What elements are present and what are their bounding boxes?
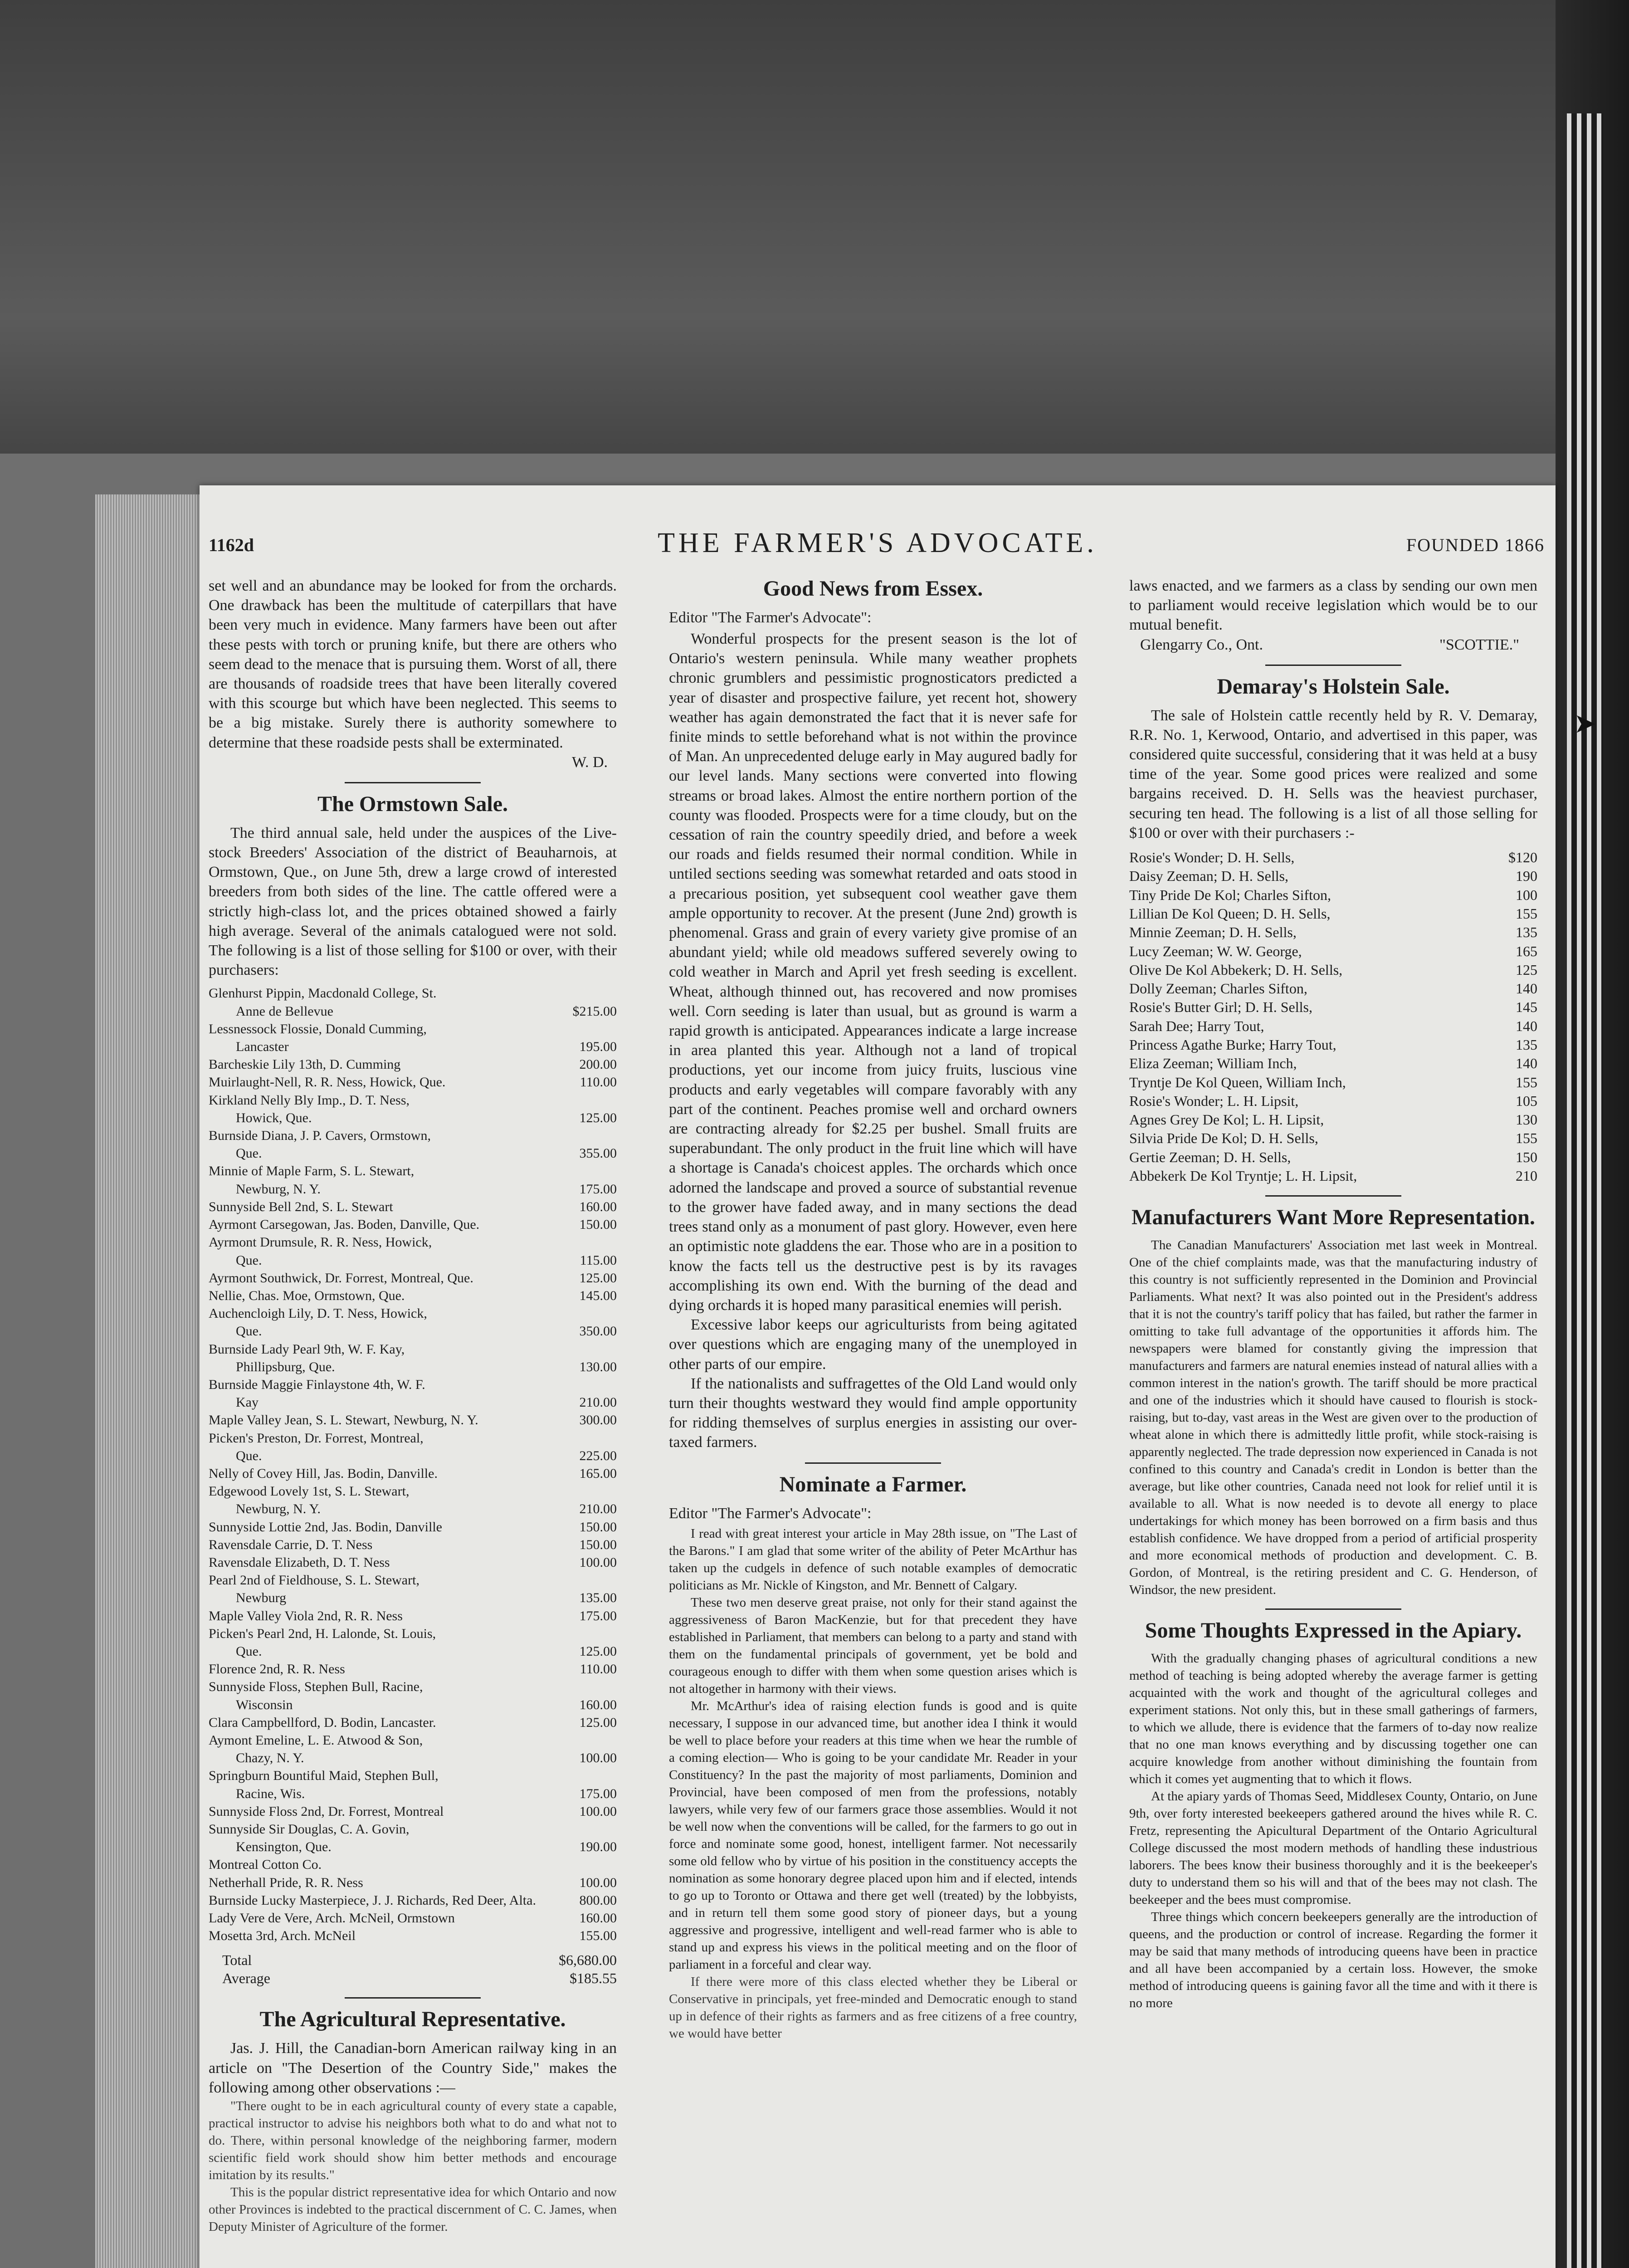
sale-animal-continued: Phillipsburg, Que. (236, 1359, 335, 1374)
signoff-place: Glengarry Co., Ont. (1140, 636, 1263, 653)
sale-animal: Florence 2nd, R. R. Ness (209, 1662, 345, 1677)
manufacturers-para: The Canadian Manufacturers' Association met last week in Montreal. One of the chief complaints made, was that the manufacturing industry of this country is not sufficiently represented in the Dominion and Provincial Parliaments. What next? It was also pointed out in the President's address that it is not the country's tariff policy that has failed, but rather the farmer in omitting to take full advantage of the opportunities it affords him. The newspapers were blamed for constantly giving the impression that manufacturers and farmers are natural enemies instead of natural allies with a common interest in the nation's growth. The tariff should be more practical and one of the industries which it should have caused to flourish is stock-raising, but to-day, vast areas in the West are given over to the production of wheat alone in which there is admittedly little profit, while stock-raising is apparently neglected. The trade depression now experienced in Canada is not confined to this country and Canada's credit in London is better than the average, but like other countries, Canada need not look for relief until it is available to all. What is now needed is to devote all energy to place undertakings for which money has been borrowed on a firm basis and thus establish confidence. We have dropped from a period of artificial prosperity and more economical methods of production and development. C. B. Gordon, of Montreal, is the retiring president and C. G. Henderson, of Windsor, the new president. (1129, 1238, 1537, 1598)
holstein-row (1129, 1017, 1537, 1036)
sale-buyer (209, 1465, 558, 1482)
holstein-price: 135 (1516, 924, 1537, 941)
holstein-row (1129, 961, 1537, 979)
sale-animal: Muirlaught-Nell, R. R. Ness, Howick, Que. (209, 1075, 446, 1090)
sale-buyer (209, 1340, 558, 1376)
essex-para-2: Excessive labor keeps our agriculturists from being agitated over questions which are engaging many of the unemployed in other parts of our empire. (669, 1316, 1077, 1373)
holstein-price: 150 (1516, 1149, 1537, 1165)
holstein-price: 155 (1516, 1130, 1537, 1147)
nominate-para-1: I read with great interest your article in May 28th issue, on "The Last of the Barons." I am glad that some writer of the ability of Peter McArthur has taken up the cudgels in defence of such notable examples of democratic politicians as Mr. Nickle of Kingston, and Mr. Bennett of Calgary. (669, 1526, 1077, 1593)
holstein-animal: Agnes Grey De Kol; L. H. Lipsit, (1129, 1111, 1324, 1128)
sale-animal: Ravensdale Carrie, D. T. Ness (209, 1537, 373, 1552)
holstein-price: 100 (1516, 886, 1537, 903)
holstein-animal: Tiny Pride De Kol; Charles Sifton, (1129, 886, 1331, 903)
sale-row (209, 1429, 617, 1465)
manufacturers-heading: Manufacturers Want More Representation. (1132, 1205, 1535, 1230)
sale-animal-continued: Newburg, N. Y. (236, 1181, 321, 1197)
sale-buyer (209, 1518, 558, 1536)
sale-price: 165.00 (579, 1466, 617, 1481)
holstein-animal: Lillian De Kol Queen; D. H. Sells, (1129, 905, 1331, 922)
holstein-animal: Rosie's Butter Girl; D. H. Sells, (1129, 999, 1312, 1016)
sale-row (209, 1233, 617, 1269)
sale-price: 350.00 (579, 1324, 617, 1339)
holstein-animal: Silvia Pride De Kol; D. H. Sells, (1129, 1130, 1318, 1147)
holstein-price: $120 (1508, 849, 1537, 866)
sale-buyer (209, 1269, 558, 1287)
sale-price: 100.00 (579, 1804, 617, 1819)
sale-animal: Glenhurst Pippin, Macdonald College, St. (209, 986, 437, 1001)
sale-buyer (209, 1678, 558, 1713)
margin-mark-icon: ➤ (1574, 709, 1597, 738)
sale-price: 210.00 (579, 1501, 617, 1517)
sale-buyer (209, 1767, 558, 1802)
intro-paragraph: set well and an abundance may be looked for from the orchards. One drawback has been the multitude of caterpillars that have been very much in evidence. Many farmers have been out after these pests with torch or pruning knife, but there are others who seem dead to the menace that is pursuing them. Worst of all, there are thousands of roadside trees that have been literally covered with this scourge but which have been neglected. This seems to be a big mistake. Surely there is authority somewhere to determine that these roadside pests shall be exterminated. (209, 577, 617, 751)
sale-row (209, 1127, 617, 1162)
sale-row (209, 1892, 617, 1909)
holstein-animal: Eliza Zeeman; William Inch, (1129, 1055, 1297, 1072)
average-value: $185.55 (570, 1970, 617, 1987)
sale-row (209, 1536, 617, 1554)
sale-buyer (209, 1056, 558, 1073)
holstein-price: 130 (1516, 1111, 1537, 1128)
sale-price: 225.00 (579, 1448, 617, 1463)
sale-price: 150.00 (579, 1519, 617, 1535)
average-label: Average (222, 1970, 270, 1987)
total-row (209, 1951, 617, 1969)
page-stack-edge (95, 494, 200, 2268)
sale-animal: Burnside Diana, J. P. Cavers, Ormstown, (209, 1128, 431, 1144)
ormstown-intro: The third annual sale, held under the auspices of the Live-stock Breeders' Association of the district of Beauharnois, at Ormstown, Que., on June 5th, drew a large crowd of interested breeders from both sides of the line. The cattle offered were a strictly high-class lot, and the prices obtained showed a fairly high average. Several of the animals catalogued were not sold. The following is a list of those selling for $100 or over, with their purchasers: (209, 824, 617, 979)
ormstown-totals (209, 1951, 617, 1987)
sale-row (209, 1625, 617, 1660)
sale-price: 130.00 (579, 1359, 617, 1374)
sale-price: 195.00 (579, 1039, 617, 1055)
sale-buyer (209, 1856, 558, 1873)
sale-price: 150.00 (579, 1217, 617, 1232)
sale-buyer (209, 1216, 558, 1233)
holstein-price: 190 (1516, 868, 1537, 885)
sale-price: 100.00 (579, 1875, 617, 1890)
sale-row (209, 1482, 617, 1518)
holstein-row (1129, 1129, 1537, 1148)
sale-buyer (209, 984, 558, 1020)
sale-row (209, 1820, 617, 1856)
sale-row (209, 1269, 617, 1287)
total-label: Total (222, 1952, 252, 1969)
sale-animal: Nelly of Covey Hill, Jas. Bodin, Danville. (209, 1466, 438, 1481)
sale-buyer (209, 1927, 558, 1945)
sale-row (209, 1056, 617, 1073)
sale-animal-continued: Chazy, N. Y. (236, 1750, 304, 1766)
nominate-heading: Nominate a Farmer. (779, 1472, 967, 1496)
holstein-animal: Princess Agathe Burke; Harry Tout, (1129, 1036, 1336, 1053)
sale-row (209, 1767, 617, 1802)
sale-buyer (209, 1536, 558, 1554)
sale-price: 355.00 (579, 1146, 617, 1161)
sale-row (209, 1287, 617, 1305)
sale-animal: Netherhall Pride, R. R. Ness (209, 1875, 363, 1890)
sale-row (209, 1376, 617, 1411)
sale-price: 160.00 (579, 1199, 617, 1214)
sale-animal: Lessnessock Flossie, Donald Cumming, (209, 1021, 427, 1036)
agricultural-heading: The Agricultural Representative. (259, 2007, 566, 2032)
holstein-price: 135 (1516, 1036, 1537, 1053)
sale-buyer (209, 1287, 558, 1305)
holstein-row (1129, 1148, 1537, 1167)
sale-buyer (209, 1482, 558, 1518)
book-edge-stripes (1567, 113, 1603, 2268)
page-number: 1162d (209, 535, 254, 555)
holstein-price: 145 (1516, 999, 1537, 1016)
sale-buyer (209, 1162, 558, 1198)
nominate-para-4: If there were more of this class elected whether they be Liberal or Conservative in principals, yet free-minded and Democratic enough to stand up in defence of their rights as farmers and as free citizens of a free country, we would have better (669, 1974, 1077, 2041)
sale-buyer (209, 1411, 558, 1429)
holstein-row (1129, 1054, 1537, 1073)
sale-price: 100.00 (579, 1750, 617, 1766)
holstein-price: 165 (1516, 943, 1537, 959)
sale-animal-continued: Wisconsin (236, 1697, 293, 1712)
sale-price: 110.00 (580, 1662, 617, 1677)
average-row (209, 1969, 617, 1987)
holstein-row (1129, 848, 1537, 867)
sale-row (209, 1518, 617, 1536)
sale-row (209, 1874, 617, 1892)
sale-row (209, 1856, 617, 1873)
sale-row (209, 1465, 617, 1482)
sale-row (209, 1198, 617, 1216)
sale-buyer (209, 1073, 558, 1091)
sale-price: 100.00 (579, 1554, 617, 1570)
sale-row (209, 1678, 617, 1713)
sale-animal-continued: Lancaster (236, 1039, 289, 1055)
holstein-price: 140 (1516, 1017, 1537, 1034)
total-value: $6,680.00 (559, 1952, 617, 1969)
sale-row (209, 1340, 617, 1376)
sale-animal: Picken's Pearl 2nd, H. Lalonde, St. Louis, (209, 1626, 436, 1641)
sale-row (209, 1554, 617, 1571)
letter-signoff (1129, 635, 1537, 655)
masthead-title: THE FARMER'S ADVOCATE. (658, 528, 1097, 558)
holstein-price: 105 (1516, 1092, 1537, 1109)
sale-animal-continued: Que. (236, 1448, 262, 1463)
nominate-para-3: Mr. McArthur's idea of raising election funds is good and is quite necessary, I suppose in our advanced time, but another idea I think it would be well to place before your readers at this time when we hear the rumble of a coming election— Who is going to be your candidate Mr. Reader in your Constituency? In the past the majority of most parliaments, Dominion and Provincial, have been composed of men from the professions, notably lawyers, while very few of our farmers grace those assemblies. Would it not be well now when the conventions will be called, for the farmers to go out in force and nominate some good, honest, intelligent farmer. Not necessarily some old fellow who by virtue of his position in the constituency accepts the nomination as some honorary degree placed upon him and if elected, intends to go up to Toronto or Ottawa and there get well (treated) by the lobbyists, and in return tell them some good story of pioneer days, but a young aggressive and progressive, intelligent and well-read farmer who is able to stand up and express his views in the political meeting and on the floor of parliament in a forceful and clear way. (669, 1698, 1077, 1972)
section-rule (805, 1462, 941, 1464)
sale-animal: Ayrmont Southwick, Dr. Forrest, Montreal, Que. (209, 1270, 473, 1286)
holstein-price: 155 (1516, 1074, 1537, 1090)
agricultural-para-3: This is the popular district representative idea for which Ontario and now other Provinces is indebted to the practical discernment of C. C. James, when Deputy Minister of Agriculture of the former. (209, 2185, 617, 2234)
holstein-sale-list (1129, 848, 1537, 1185)
holstein-animal: Abbekerk De Kol Tryntje; L. H. Lipsit, (1129, 1168, 1357, 1184)
holstein-animal: Lucy Zeeman; W. W. George, (1129, 943, 1302, 959)
sale-animal: Nellie, Chas. Moe, Ormstown, Que. (209, 1288, 405, 1303)
holstein-animal: Olive De Kol Abbekerk; D. H. Sells, (1129, 961, 1343, 978)
sale-row (209, 1803, 617, 1820)
holstein-row (1129, 979, 1537, 998)
sale-buyer (209, 1874, 558, 1892)
sale-animal: Barcheskie Lily 13th, D. Cumming (209, 1057, 401, 1072)
holstein-animal: Rosie's Wonder; D. H. Sells, (1129, 849, 1295, 866)
holstein-row (1129, 1092, 1537, 1110)
sale-price: 145.00 (579, 1288, 617, 1303)
holstein-animal: Daisy Zeeman; D. H. Sells, (1129, 868, 1289, 885)
ormstown-heading: The Ormstown Sale. (317, 792, 508, 816)
holstein-row (1129, 942, 1537, 961)
agricultural-quote: "There ought to be in each agricultural county of every state a capable, practical instructor to advise his neighbors both what to do and what not to do. There, within personal knowledge of the neighboring farmer, modern scientific field work should show him better methods and encourage imitation by its results." (209, 2099, 617, 2183)
sale-buyer (209, 1731, 558, 1767)
sale-animal-continued: Kay (236, 1395, 258, 1410)
sale-row (209, 1714, 617, 1731)
sale-price: 110.00 (580, 1075, 617, 1090)
sale-animal: Montreal Cotton Co. (209, 1857, 322, 1872)
section-rule (1265, 1195, 1401, 1197)
sale-buyer (209, 1820, 558, 1856)
sale-price: $215.00 (572, 1003, 617, 1019)
founded-year: FOUNDED 1866 (1406, 535, 1545, 555)
sale-price: 115.00 (580, 1252, 617, 1268)
newspaper-page (200, 485, 1556, 2268)
holstein-animal: Gertie Zeeman; D. H. Sells, (1129, 1149, 1291, 1165)
sale-buyer (209, 1714, 558, 1731)
sale-price: 125.00 (579, 1643, 617, 1659)
sale-animal-continued: Que. (236, 1146, 262, 1161)
holstein-row (1129, 998, 1537, 1017)
sale-animal: Picken's Preston, Dr. Forrest, Montreal, (209, 1430, 424, 1446)
sale-animal: Lady Vere de Vere, Arch. McNeil, Ormstown (209, 1911, 455, 1926)
essex-heading: Good News from Essex. (763, 577, 983, 601)
sale-row (209, 1731, 617, 1767)
section-rule (1265, 1608, 1401, 1610)
nominate-editor-line: Editor "The Farmer's Advocate": (669, 1505, 872, 1522)
apiary-heading: Some Thoughts Expressed in the Apiary. (1145, 1618, 1522, 1643)
sale-animal: Springburn Bountiful Maid, Stephen Bull, (209, 1768, 439, 1784)
holstein-price: 210 (1516, 1168, 1537, 1184)
section-rule (345, 782, 481, 783)
holstein-row (1129, 1073, 1537, 1092)
apiary-para-2: At the apiary yards of Thomas Seed, Middlesex County, Ontario, on June 9th, over forty interested beekeepers gathered around the hives while R. C. Fretz, representing the Apicultural Department of the Ontario Agricultural College discussed the most modern methods of handling these industrious laborers. The bees know their business thoroughly and it is the beekeeper's duty to understand them so his will and that of the bees may not clash. The beekeeper and the bees must compromise. (1129, 1789, 1537, 1907)
sale-animal-continued: Newburg (236, 1590, 287, 1606)
sale-animal: Minnie of Maple Farm, S. L. Stewart, (209, 1163, 415, 1179)
holstein-row (1129, 1167, 1537, 1185)
sale-animal: Kirkland Nelly Bly Imp., D. T. Ness, (209, 1092, 410, 1108)
sale-animal: Maple Valley Jean, S. L. Stewart, Newburg, N. Y. (209, 1413, 478, 1428)
sale-animal-continued: Que. (236, 1252, 262, 1268)
sale-animal-continued: Que. (236, 1324, 262, 1339)
holstein-animal: Tryntje De Kol Queen, William Inch, (1129, 1074, 1346, 1090)
sale-buyer (209, 1607, 558, 1625)
sale-price: 160.00 (579, 1697, 617, 1712)
intro-signature: W. D. (571, 753, 608, 771)
sale-buyer (209, 1660, 558, 1678)
signoff-name: "SCOTTIE." (1439, 636, 1519, 653)
sale-row (209, 1073, 617, 1091)
sale-buyer (209, 1233, 558, 1269)
section-rule (1265, 665, 1401, 666)
sale-price: 200.00 (579, 1057, 617, 1072)
sale-row (209, 1020, 617, 1056)
holstein-row (1129, 886, 1537, 904)
sale-animal: Pearl 2nd of Fieldhouse, S. L. Stewart, (209, 1573, 419, 1588)
sale-row (209, 1162, 617, 1198)
sale-animal-continued: Racine, Wis. (236, 1786, 305, 1801)
sale-animal-continued: Kensington, Que. (236, 1839, 332, 1855)
column-right (1129, 576, 1537, 2268)
sale-buyer (209, 1803, 558, 1820)
holstein-row (1129, 923, 1537, 942)
sale-price: 210.00 (579, 1395, 617, 1410)
sale-price: 800.00 (579, 1892, 617, 1908)
sale-animal: Auchencloigh Lily, D. T. Ness, Howick, (209, 1306, 427, 1321)
sale-row (209, 1660, 617, 1678)
sale-row (209, 984, 617, 1020)
sale-animal: Ayrmont Carsegowan, Jas. Boden, Danville, Que. (209, 1217, 480, 1232)
sale-price: 175.00 (579, 1608, 617, 1623)
sale-animal: Aymont Emeline, L. E. Atwood & Son, (209, 1732, 423, 1748)
holstein-animal: Dolly Zeeman; Charles Sifton, (1129, 980, 1307, 997)
sale-buyer (209, 1020, 558, 1056)
sale-price: 125.00 (579, 1110, 617, 1125)
sale-buyer (209, 1198, 558, 1216)
sale-animal: Burnside Lady Pearl 9th, W. F. Kay, (209, 1341, 405, 1357)
sale-animal: Ayrmont Drumsule, R. R. Ness, Howick, (209, 1235, 432, 1250)
sale-animal: Maple Valley Viola 2nd, R. R. Ness (209, 1608, 403, 1623)
sale-buyer (209, 1305, 558, 1340)
ormstown-sale-list (209, 984, 617, 1945)
sale-buyer (209, 1571, 558, 1607)
sale-price: 190.00 (579, 1839, 617, 1855)
sale-buyer (209, 1429, 558, 1465)
sale-buyer (209, 1892, 558, 1909)
column-left (209, 576, 617, 2268)
holstein-price: 140 (1516, 980, 1537, 997)
holstein-animal: Rosie's Wonder; L. H. Lipsit, (1129, 1092, 1299, 1109)
nominate-para-2: These two men deserve great praise, not only for their stand against the aggressiveness of Baron MacKenzie, but for that precedent they have established in Parliament, that members can belong to a party and stand with them on the fundamental principals of government, yet be bold and courageous enough to differ with them when some question arises which is not altogether in harmony with their views. (669, 1595, 1077, 1696)
sale-animal: Burnside Lucky Masterpiece, J. J. Richards, Red Deer, Alta. (209, 1892, 536, 1908)
holstein-animal: Minnie Zeeman; D. H. Sells, (1129, 924, 1297, 941)
sale-price: 125.00 (579, 1270, 617, 1286)
sale-row (209, 1909, 617, 1927)
sale-buyer (209, 1127, 558, 1162)
sale-buyer (209, 1909, 558, 1927)
scan-background-top (0, 0, 1629, 454)
sale-animal-continued: Howick, Que. (236, 1110, 312, 1125)
holstein-price: 140 (1516, 1055, 1537, 1072)
sale-row (209, 1927, 617, 1945)
holstein-animal: Sarah Dee; Harry Tout, (1129, 1017, 1264, 1034)
sale-price: 150.00 (579, 1537, 617, 1552)
sale-price: 175.00 (579, 1786, 617, 1801)
sale-price: 135.00 (579, 1590, 617, 1606)
sale-animal-continued: Anne de Bellevue (236, 1003, 333, 1019)
sale-animal: Sunnyside Floss 2nd, Dr. Forrest, Montreal (209, 1804, 444, 1819)
holstein-para: The sale of Holstein cattle recently held by R. V. Demaray, R.R. No. 1, Kerwood, Ontario, and advertised in this paper, was considered quite successful, considering that it was held at a busy time of the year. Some good prices were realized and some bargains received. D. H. Sells was the heaviest purchaser, securing ten head. The following is a list of all those selling for $100 or over with their purchasers :- (1129, 707, 1537, 841)
sale-animal: Sunnyside Bell 2nd, S. L. Stewart (209, 1199, 393, 1214)
sale-animal: Clara Campbellford, D. Bodin, Lancaster. (209, 1715, 436, 1730)
apiary-para-3: Three things which concern beekeepers generally are the introduction of queens, and the production or control of increase. Regarding the former it may be said that many methods of introducing queens have been in practice and all have been accompanied by a certain loss. However, the smoke method of introducing queens is gaining favor all the time and with it there is no more (1129, 1910, 1537, 2011)
sale-animal: Sunnyside Sir Douglas, C. A. Govin, (209, 1822, 410, 1837)
sale-animal: Edgewood Lovely 1st, S. L. Stewart, (209, 1484, 410, 1499)
apiary-para-1: With the gradually changing phases of agricultural conditions a new method of teaching is being adopted whereby the average farmer is getting acquainted with the work and thought of the agricultural colleges and experiment stations. Not only this, but in these small gatherings of farmers, to which we allude, there is evidence that the farmers of to-day now realize that no one man knows everything and by discussing together one can acquire knowledge from another without diminishing the fountain from which it comes yet augmenting that to which it flows. (1129, 1651, 1537, 1787)
sale-price: 175.00 (579, 1181, 617, 1197)
sale-row (209, 1216, 617, 1233)
sale-price: 155.00 (579, 1928, 617, 1944)
holstein-row (1129, 904, 1537, 923)
column-middle (669, 576, 1077, 2268)
sale-animal: Mosetta 3rd, Arch. McNeil (209, 1928, 356, 1944)
sale-row (209, 1411, 617, 1429)
sale-row (209, 1607, 617, 1625)
holstein-price: 155 (1516, 905, 1537, 922)
agricultural-para-1: Jas. J. Hill, the Canadian-born American railway king in an article on "The Desertion of the Country Side," makes the following among other observations :— (209, 2040, 617, 2096)
holstein-row (1129, 867, 1537, 885)
essex-editor-line: Editor "The Farmer's Advocate": (669, 609, 872, 626)
sale-animal-continued: Que. (236, 1643, 262, 1659)
sale-row (209, 1305, 617, 1340)
sale-row (209, 1571, 617, 1607)
sale-price: 160.00 (579, 1911, 617, 1926)
sale-row (209, 1091, 617, 1127)
sale-buyer (209, 1554, 558, 1571)
sale-animal-continued: Newburg, N. Y. (236, 1501, 321, 1517)
essex-para-1: Wonderful prospects for the present season is the lot of Ontario's western peninsula. While many weather prophets chronic grumblers and pessimistic prognosticators predicted a year of disaster and prospective failure, yet recent hot, showery weather has again demonstrated the fact that it is never safe for finite minds to settle beforehand what is not within the province of Man. An unprecedented deluge early in May augured badly for our level lands. Many sections were converted into flowing streams or broad lakes. Almost the entire northern portion of the county was flooded. Prospects were for a time cloudy, but on the cessation of rain the country speedily dried, and before a week our roads and fields resumed their normal condition. While in untiled sections seeding was somewhat retarded and oats stood in a precarious position, yet subsequent cool weather gave them ample opportunity to recover. At the present (June 2nd) growth is phenomenal. Grass and grain of every variety give promise of an abundant yield; while old meadows suffered severely owing to cold weather in March and April yet fresh seeding is excellent. Wheat, although thinned out, has recovered and now promises well. Corn seeding is later than usual, but as ground is warm a rapid growth is anticipated. Appearances indicate a large increase in area planted this year. Although not a land of tropical productions, yet our income from juicy fruits, luscious vine products and early vegetables will compare favorably with any part of the continent. Peaches promise well and orchard owners are contracting already for $2.25 per bushel. Small fruits are superabundant. The only product in the fruit line which will have a shortage is Canada's choicest apples. The orchards which once adorned the landscape and proved a source of substantial revenue to the grower have faded away, and in many sections the dead trees stand only as a monument of past glory. However, even here an optimistic note gladdens the ear. Those who are in a position to know the facts tell us the destructive pest is by its ravages accomplishing its own end. With the burning of the dead and dying orchards it is hoped many parasitical enemies will perish. (669, 631, 1077, 1314)
sale-animal: Sunnyside Lottie 2nd, Jas. Bodin, Danville (209, 1519, 442, 1535)
sale-animal: Ravensdale Elizabeth, D. T. Ness (209, 1554, 390, 1570)
sale-animal: Burnside Maggie Finlaystone 4th, W. F. (209, 1377, 425, 1392)
sale-price: 300.00 (579, 1413, 617, 1428)
holstein-heading: Demaray's Holstein Sale. (1217, 674, 1450, 699)
sale-buyer (209, 1376, 558, 1411)
holstein-row (1129, 1036, 1537, 1054)
holstein-price: 125 (1516, 961, 1537, 978)
sale-animal: Sunnyside Floss, Stephen Bull, Racine, (209, 1679, 423, 1695)
nominate-continuation: laws enacted, and we farmers as a class by sending our own men to parliament would receive legislation which would be to our mutual benefit. (1129, 577, 1537, 634)
sale-buyer (209, 1625, 558, 1660)
sale-price: 125.00 (579, 1715, 617, 1730)
holstein-row (1129, 1110, 1537, 1129)
essex-para-3: If the nationalists and suffragettes of the Old Land would only turn their thoughts westward they would find ample opportunity for ridding themselves of surplus energies in assisting our over-taxed farmers. (669, 1375, 1077, 1451)
sale-buyer (209, 1091, 558, 1127)
section-rule (345, 1997, 481, 1999)
